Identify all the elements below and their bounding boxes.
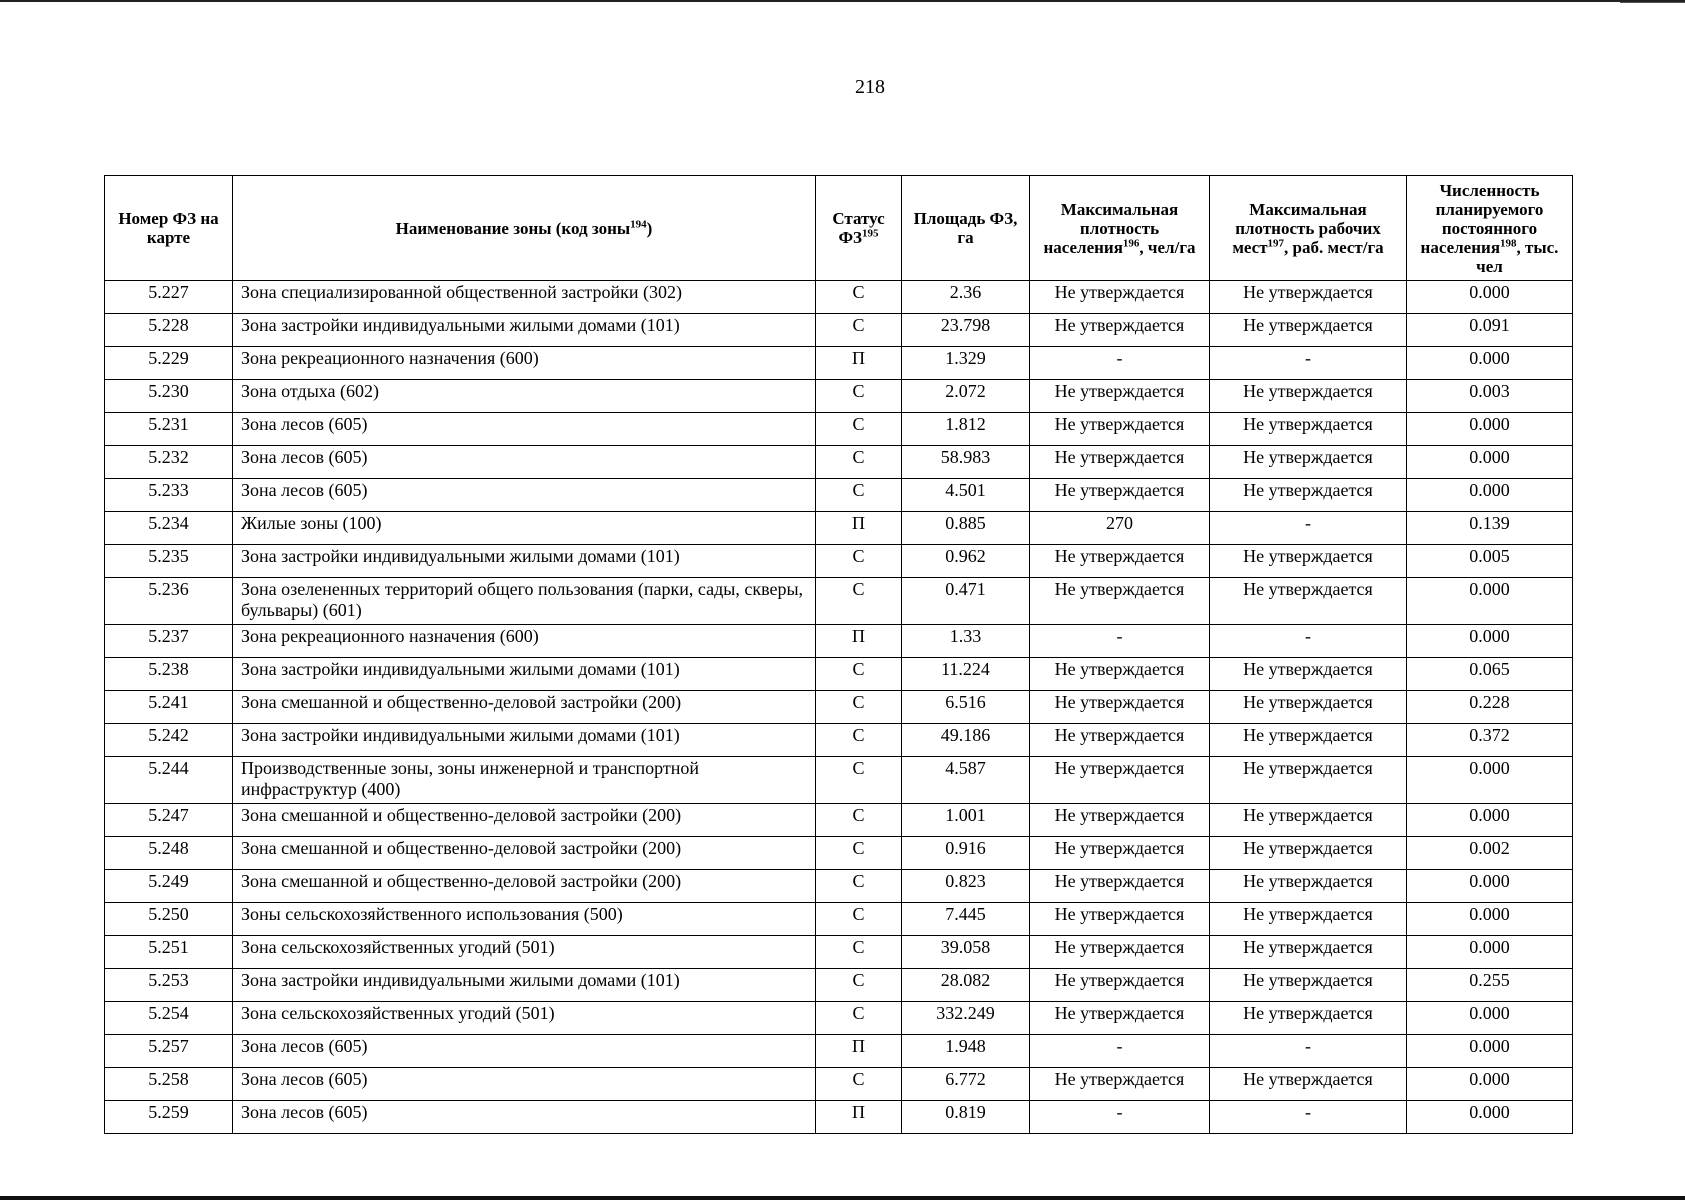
cell-zone-status: С <box>816 281 902 314</box>
cell-population: 0.000 <box>1407 446 1573 479</box>
cell-zone-status: С <box>816 314 902 347</box>
cell-zone-name: Зона смешанной и общественно-деловой застройки (200) <box>233 837 816 870</box>
cell-population: 0.000 <box>1407 281 1573 314</box>
cell-zone-name: Зона лесов (605) <box>233 1068 816 1101</box>
cell-job-density: Не утверждается <box>1210 969 1407 1002</box>
cell-zone-name: Зона рекреационного назначения (600) <box>233 625 816 658</box>
cell-population: 0.000 <box>1407 804 1573 837</box>
cell-zone-number: 5.235 <box>105 545 233 578</box>
cell-pop-density: Не утверждается <box>1030 870 1210 903</box>
cell-job-density: Не утверждается <box>1210 757 1407 804</box>
cell-zone-status: С <box>816 804 902 837</box>
table-row <box>105 347 1573 380</box>
table-row <box>105 903 1573 936</box>
cell-zone-name: Зона смешанной и общественно-деловой застройки (200) <box>233 691 816 724</box>
header-population <box>1407 176 1573 281</box>
cell-zone-area: 0.823 <box>902 870 1030 903</box>
table-row <box>105 545 1573 578</box>
table-row <box>105 936 1573 969</box>
cell-pop-density: - <box>1030 1035 1210 1068</box>
table-row <box>105 757 1573 804</box>
cell-zone-number: 5.248 <box>105 837 233 870</box>
cell-population: 0.000 <box>1407 1101 1573 1134</box>
cell-pop-density: Не утверждается <box>1030 724 1210 757</box>
cell-zone-number: 5.251 <box>105 936 233 969</box>
header-num: Номер ФЗ на карте <box>105 176 233 281</box>
cell-zone-area: 332.249 <box>902 1002 1030 1035</box>
cell-zone-number: 5.258 <box>105 1068 233 1101</box>
cell-pop-density: Не утверждается <box>1030 545 1210 578</box>
cell-zone-area: 1.329 <box>902 347 1030 380</box>
cell-pop-density: Не утверждается <box>1030 578 1210 625</box>
cell-pop-density: Не утверждается <box>1030 281 1210 314</box>
header-population-footnote: 198 <box>1500 236 1517 249</box>
cell-population: 0.002 <box>1407 837 1573 870</box>
cell-pop-density: Не утверждается <box>1030 1002 1210 1035</box>
cell-zone-status: П <box>816 625 902 658</box>
cell-job-density: Не утверждается <box>1210 446 1407 479</box>
cell-zone-status: С <box>816 380 902 413</box>
cell-population: 0.000 <box>1407 936 1573 969</box>
header-status <box>816 176 902 281</box>
cell-zone-name: Жилые зоны (100) <box>233 512 816 545</box>
header-name-tail: ) <box>646 218 653 238</box>
cell-zone-area: 2.072 <box>902 380 1030 413</box>
cell-pop-density: Не утверждается <box>1030 479 1210 512</box>
table-row <box>105 380 1573 413</box>
cell-zone-name: Производственные зоны, зоны инженерной и транспортной инфраструктур (400) <box>233 757 816 804</box>
cell-zone-number: 5.249 <box>105 870 233 903</box>
cell-population: 0.000 <box>1407 1035 1573 1068</box>
cell-zone-area: 0.885 <box>902 512 1030 545</box>
cell-zone-status: С <box>816 578 902 625</box>
cell-pop-density: Не утверждается <box>1030 446 1210 479</box>
cell-job-density: Не утверждается <box>1210 837 1407 870</box>
cell-job-density: Не утверждается <box>1210 380 1407 413</box>
cell-zone-area: 39.058 <box>902 936 1030 969</box>
table-row <box>105 625 1573 658</box>
cell-job-density: - <box>1210 347 1407 380</box>
cell-population: 0.255 <box>1407 969 1573 1002</box>
cell-job-density: - <box>1210 512 1407 545</box>
cell-pop-density: Не утверждается <box>1030 314 1210 347</box>
header-population-tail: , тыс. чел <box>1476 237 1559 276</box>
cell-zone-number: 5.257 <box>105 1035 233 1068</box>
cell-population: 0.065 <box>1407 658 1573 691</box>
cell-zone-name: Зона специализированной общественной застройки (302) <box>233 281 816 314</box>
cell-zone-status: П <box>816 1035 902 1068</box>
cell-population: 0.000 <box>1407 903 1573 936</box>
cell-zone-name: Зона застройки индивидуальными жилыми домами (101) <box>233 545 816 578</box>
cell-job-density: Не утверждается <box>1210 804 1407 837</box>
cell-pop-density: Не утверждается <box>1030 969 1210 1002</box>
cell-zone-number: 5.229 <box>105 347 233 380</box>
cell-zone-name: Зона отдыха (602) <box>233 380 816 413</box>
header-population-text: Численность планируемого постоянного населения <box>1420 180 1544 257</box>
cell-zone-number: 5.242 <box>105 724 233 757</box>
page-number: 218 <box>855 76 885 98</box>
cell-pop-density: - <box>1030 1101 1210 1134</box>
cell-job-density: Не утверждается <box>1210 281 1407 314</box>
header-job-density-footnote: 197 <box>1267 236 1285 249</box>
table-row <box>105 446 1573 479</box>
cell-zone-name: Зона смешанной и общественно-деловой застройки (200) <box>233 870 816 903</box>
cell-zone-area: 4.501 <box>902 479 1030 512</box>
cell-zone-area: 0.962 <box>902 545 1030 578</box>
cell-zone-status: С <box>816 1002 902 1035</box>
cell-zone-status: С <box>816 724 902 757</box>
header-pop-density <box>1030 176 1210 281</box>
cell-population: 0.005 <box>1407 545 1573 578</box>
cell-zone-area: 1.948 <box>902 1035 1030 1068</box>
cell-zone-name: Зона лесов (605) <box>233 1101 816 1134</box>
scan-edge-top <box>0 0 1685 2</box>
cell-zone-area: 6.772 <box>902 1068 1030 1101</box>
cell-job-density: Не утверждается <box>1210 724 1407 757</box>
cell-zone-name: Зона застройки индивидуальными жилыми домами (101) <box>233 724 816 757</box>
header-job-density <box>1210 176 1407 281</box>
cell-job-density: Не утверждается <box>1210 1002 1407 1035</box>
cell-job-density: Не утверждается <box>1210 936 1407 969</box>
cell-zone-number: 5.230 <box>105 380 233 413</box>
table-row <box>105 837 1573 870</box>
cell-pop-density: - <box>1030 625 1210 658</box>
cell-pop-density: Не утверждается <box>1030 757 1210 804</box>
cell-zone-name: Зона сельскохозяйственных угодий (501) <box>233 1002 816 1035</box>
cell-zone-number: 5.259 <box>105 1101 233 1134</box>
header-pop-density-text: Максимальная плотность населения <box>1043 199 1179 257</box>
cell-job-density: - <box>1210 1035 1407 1068</box>
cell-pop-density: Не утверждается <box>1030 837 1210 870</box>
cell-zone-name: Зона застройки индивидуальными жилыми домами (101) <box>233 658 816 691</box>
cell-zone-name: Зоны сельскохозяйственного использования (500) <box>233 903 816 936</box>
table-row <box>105 1101 1573 1134</box>
cell-zone-status: С <box>816 969 902 1002</box>
cell-job-density: Не утверждается <box>1210 1068 1407 1101</box>
cell-pop-density: - <box>1030 347 1210 380</box>
header-area: Площадь ФЗ, га <box>902 176 1030 281</box>
scan-edge-bottom <box>0 1196 1685 1200</box>
cell-zone-number: 5.244 <box>105 757 233 804</box>
table-row <box>105 691 1573 724</box>
cell-zone-number: 5.232 <box>105 446 233 479</box>
cell-zone-area: 4.587 <box>902 757 1030 804</box>
cell-zone-name: Зона рекреационного назначения (600) <box>233 347 816 380</box>
cell-zone-name: Зона лесов (605) <box>233 1035 816 1068</box>
cell-zone-status: С <box>816 545 902 578</box>
cell-zone-area: 23.798 <box>902 314 1030 347</box>
cell-zone-status: С <box>816 446 902 479</box>
cell-zone-number: 5.241 <box>105 691 233 724</box>
cell-population: 0.372 <box>1407 724 1573 757</box>
zones-table <box>104 175 1573 1134</box>
cell-population: 0.000 <box>1407 870 1573 903</box>
cell-zone-number: 5.227 <box>105 281 233 314</box>
cell-zone-status: С <box>816 837 902 870</box>
cell-zone-status: С <box>816 903 902 936</box>
cell-population: 0.228 <box>1407 691 1573 724</box>
cell-zone-number: 5.250 <box>105 903 233 936</box>
cell-zone-area: 7.445 <box>902 903 1030 936</box>
cell-population: 0.000 <box>1407 413 1573 446</box>
cell-job-density: Не утверждается <box>1210 545 1407 578</box>
cell-zone-area: 11.224 <box>902 658 1030 691</box>
header-status-footnote: 195 <box>862 227 879 240</box>
cell-job-density: Не утверждается <box>1210 413 1407 446</box>
scan-edge-top-tail <box>1620 2 1685 3</box>
header-name <box>233 176 816 281</box>
cell-zone-number: 5.234 <box>105 512 233 545</box>
header-pop-density-tail: , чел/га <box>1139 237 1196 257</box>
cell-job-density: Не утверждается <box>1210 691 1407 724</box>
cell-zone-number: 5.233 <box>105 479 233 512</box>
cell-pop-density: Не утверждается <box>1030 413 1210 446</box>
header-status-text: Статус ФЗ <box>832 209 885 247</box>
cell-population: 0.000 <box>1407 757 1573 804</box>
cell-zone-status: П <box>816 347 902 380</box>
cell-population: 0.091 <box>1407 314 1573 347</box>
cell-zone-area: 1.812 <box>902 413 1030 446</box>
cell-population: 0.000 <box>1407 347 1573 380</box>
cell-zone-area: 1.33 <box>902 625 1030 658</box>
cell-pop-density: Не утверждается <box>1030 691 1210 724</box>
cell-zone-name: Зона лесов (605) <box>233 446 816 479</box>
cell-population: 0.003 <box>1407 380 1573 413</box>
cell-zone-number: 5.236 <box>105 578 233 625</box>
table-row <box>105 724 1573 757</box>
cell-zone-area: 0.916 <box>902 837 1030 870</box>
header-pop-density-footnote: 196 <box>1122 236 1140 249</box>
header-job-density-tail: , раб. мест/га <box>1284 237 1384 257</box>
cell-zone-name: Зона застройки индивидуальными жилыми домами (101) <box>233 969 816 1002</box>
cell-zone-area: 2.36 <box>902 281 1030 314</box>
cell-zone-area: 6.516 <box>902 691 1030 724</box>
cell-pop-density: Не утверждается <box>1030 380 1210 413</box>
table-header-row <box>105 176 1573 281</box>
cell-zone-status: С <box>816 757 902 804</box>
cell-pop-density: 270 <box>1030 512 1210 545</box>
table-row <box>105 658 1573 691</box>
cell-zone-name: Зона сельскохозяйственных угодий (501) <box>233 936 816 969</box>
header-job-density-text: Максимальная плотность рабочих мест <box>1232 199 1381 257</box>
cell-zone-name: Зона смешанной и общественно-деловой застройки (200) <box>233 804 816 837</box>
cell-zone-status: С <box>816 870 902 903</box>
cell-zone-status: С <box>816 479 902 512</box>
header-name-footnote: 194 <box>630 217 647 230</box>
cell-zone-area: 0.471 <box>902 578 1030 625</box>
cell-zone-status: С <box>816 691 902 724</box>
table-row <box>105 281 1573 314</box>
cell-zone-number: 5.253 <box>105 969 233 1002</box>
cell-zone-status: С <box>816 936 902 969</box>
cell-job-density: Не утверждается <box>1210 658 1407 691</box>
cell-pop-density: Не утверждается <box>1030 936 1210 969</box>
cell-job-density: - <box>1210 1101 1407 1134</box>
table-row <box>105 413 1573 446</box>
cell-zone-status: С <box>816 1068 902 1101</box>
cell-job-density: - <box>1210 625 1407 658</box>
cell-population: 0.000 <box>1407 1068 1573 1101</box>
cell-pop-density: Не утверждается <box>1030 658 1210 691</box>
cell-zone-area: 0.819 <box>902 1101 1030 1134</box>
table-row <box>105 804 1573 837</box>
cell-zone-area: 58.983 <box>902 446 1030 479</box>
cell-zone-name: Зона лесов (605) <box>233 479 816 512</box>
cell-zone-status: П <box>816 1101 902 1134</box>
cell-pop-density: Не утверждается <box>1030 903 1210 936</box>
cell-zone-number: 5.247 <box>105 804 233 837</box>
cell-job-density: Не утверждается <box>1210 870 1407 903</box>
cell-population: 0.000 <box>1407 479 1573 512</box>
cell-job-density: Не утверждается <box>1210 314 1407 347</box>
table-row <box>105 870 1573 903</box>
cell-zone-status: С <box>816 413 902 446</box>
cell-zone-name: Зона озелененных территорий общего пользования (парки, сады, скверы, бульвары) (601) <box>233 578 816 625</box>
cell-pop-density: Не утверждается <box>1030 1068 1210 1101</box>
cell-job-density: Не утверждается <box>1210 578 1407 625</box>
cell-zone-number: 5.238 <box>105 658 233 691</box>
cell-zone-area: 1.001 <box>902 804 1030 837</box>
cell-zone-number: 5.231 <box>105 413 233 446</box>
cell-population: 0.000 <box>1407 1002 1573 1035</box>
table-row <box>105 1035 1573 1068</box>
table-row <box>105 969 1573 1002</box>
cell-zone-area: 49.186 <box>902 724 1030 757</box>
cell-zone-area: 28.082 <box>902 969 1030 1002</box>
cell-zone-status: П <box>816 512 902 545</box>
table-row <box>105 479 1573 512</box>
table-row <box>105 1002 1573 1035</box>
cell-job-density: Не утверждается <box>1210 903 1407 936</box>
cell-zone-name: Зона застройки индивидуальными жилыми домами (101) <box>233 314 816 347</box>
table-row <box>105 578 1573 625</box>
cell-population: 0.000 <box>1407 578 1573 625</box>
zones-table-body <box>105 281 1573 1134</box>
cell-population: 0.000 <box>1407 625 1573 658</box>
table-row <box>105 314 1573 347</box>
header-name-text: Наименование зоны (код зоны <box>395 218 631 238</box>
cell-zone-number: 5.228 <box>105 314 233 347</box>
cell-pop-density: Не утверждается <box>1030 804 1210 837</box>
cell-job-density: Не утверждается <box>1210 479 1407 512</box>
cell-zone-number: 5.237 <box>105 625 233 658</box>
table-row <box>105 512 1573 545</box>
cell-zone-name: Зона лесов (605) <box>233 413 816 446</box>
cell-zone-status: С <box>816 658 902 691</box>
table-row <box>105 1068 1573 1101</box>
cell-population: 0.139 <box>1407 512 1573 545</box>
cell-zone-number: 5.254 <box>105 1002 233 1035</box>
